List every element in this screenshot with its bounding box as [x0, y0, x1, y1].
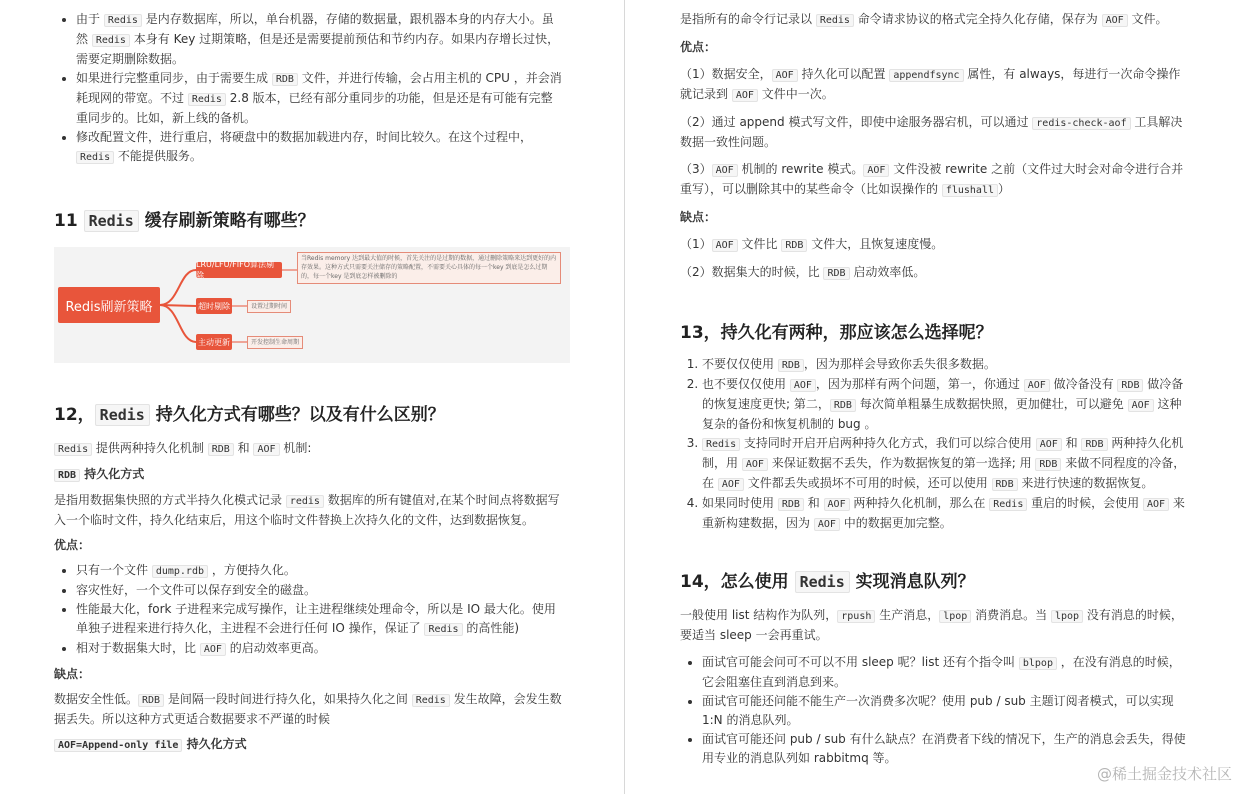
heading-14: 14，怎么使用 Redis 实现消息队列？ [680, 572, 975, 592]
paragraph: 一般使用 list 结构作为队列， rpush 生产消息， lpop 消费消息。当 lpop 没有消息的时候，要适当 sleep 一会再重试。 [680, 608, 1183, 642]
inline-code: Redis [412, 694, 450, 707]
mindmap-node: 超时剔除 [196, 298, 232, 314]
inline-code: AOF=Append-only file [54, 739, 182, 752]
inline-code: RDB [138, 694, 164, 707]
inline-code: Redis [816, 14, 854, 27]
inline-code: AOF [200, 643, 226, 656]
h14-list [680, 653, 1190, 768]
list-item: • 修改配置文件，进行重启，将硬盘中的数据加载进内存，时间比较久。在这个过程中，Redis 不能提供服务。 [76, 128, 564, 167]
paragraph: Redis 提供两种持久化机制 RDB 和 AOF 机制: [54, 439, 564, 459]
rdb-title: RDB 持久化方式 [54, 465, 564, 485]
advantages-label: 优点： [680, 40, 717, 54]
paragraph: 是指所有的命令行记录以 Redis 命令请求协议的格式完全持久化存储，保存为 AOF 文件。 [680, 12, 1168, 26]
inline-code: Redis [989, 498, 1027, 511]
mindmap-note: 开发控制生命周期 [247, 336, 303, 349]
inline-code: appendfsync [889, 69, 963, 82]
inline-code: dump.rdb [152, 565, 208, 578]
inline-code: Redis [95, 404, 150, 426]
inline-code: RDB [1117, 379, 1143, 392]
list-item: • 面试官可能还问能不能生产一次消费多次呢？使用 pub / sub 主题订阅者模式，可以实现 1:N 的消息队列。 [702, 692, 1190, 730]
list-item: • 面试官可能还问 pub / sub 有什么缺点？在消费者下线的情况下，生产的消息会丢失，得使用专业的消息队列如 rabbitmq 等。 [702, 730, 1190, 768]
inline-code: AOF [712, 164, 738, 177]
disadvantages-label: 缺点： [54, 667, 91, 681]
inline-code: RDB [781, 239, 807, 252]
inline-code: AOF [742, 458, 768, 471]
heading-13: 13，持久化有两种，那应该怎么选择呢？ [680, 323, 993, 343]
inline-code: rpush [837, 610, 875, 623]
mindmap-node: 主动更新 [196, 334, 232, 350]
paragraph: （2）数据集大的时候，比 RDB 启动效率低。 [680, 265, 926, 279]
inline-code: RDB [778, 359, 804, 372]
inline-code: Redis [424, 623, 462, 636]
inline-code: Redis [54, 443, 92, 456]
heading-12: 12， Redis 持久化方式有哪些？以及有什么区别？ [54, 405, 445, 425]
list-item: • 相对于数据集大时，比 AOF 的启动效率更高。 [76, 639, 564, 659]
inline-code: flushall [942, 184, 998, 197]
watermark: @稀土掘金技术社区 [1096, 765, 1232, 783]
inline-code: RDB [778, 498, 804, 511]
list-item: • 只有一个文件 dump.rdb ，方便持久化。 [76, 561, 564, 581]
inline-code: Redis [188, 93, 226, 106]
disadvantages-label: 缺点： [680, 210, 717, 224]
list-item: • 面试官可能会问可不可以不用 sleep 呢？list 还有个指令叫 blpop ，在没有消息的时候，它会阻塞住直到消息到来。 [702, 653, 1190, 692]
heading-11: 11 Redis 缓存刷新策略有哪些？ [54, 211, 315, 231]
advantages-label: 优点： [54, 538, 91, 552]
paragraph: （3） AOF 机制的 rewrite 模式。 AOF 文件没被 rewrite 之前（文件过大时会对命令进行合并重写），可以删除其中的某些命令（比如误操作的 flushall ） [680, 162, 1184, 196]
inline-code: blpop [1019, 657, 1057, 670]
inline-code: AOF [814, 518, 840, 531]
inline-code: AOF [718, 478, 744, 491]
inline-code: AOF [732, 89, 758, 102]
inline-code: lpop [1051, 610, 1083, 623]
inline-code: AOF [1143, 498, 1169, 511]
inline-code: RDB [992, 478, 1018, 491]
list-item: • 性能最大化，fork 子进程来完成写操作，让主进程继续处理命令，所以是 IO 最大化。使用单独子进程来进行持久化，主进程不会进行任何 IO 操作，保证了 Redis 的高性能) [76, 600, 564, 639]
inline-code: RDB [272, 73, 298, 86]
rdb-advantages-list [54, 561, 564, 659]
inline-code: RDB [1081, 438, 1107, 451]
list-item: • 由于 Redis 是内存数据库，所以，单台机器，存储的数据量，跟机器本身的内存大小。虽然 Redis 本身有 Key 过期策略，但是还是需要提前预估和节约内存。如果内存增长过快，需要定期删除数据。 [76, 10, 564, 69]
list-item: 1. 不要仅仅使用 RDB ，因为那样会导致你丢失很多数据。 [702, 355, 1190, 375]
aof-title: AOF=Append-only file 持久化方式 [54, 735, 564, 755]
paragraph: 是指用数据集快照的方式半持久化模式记录 redis 数据库的所有键值对,在某个时间点将数据写入一个临时文件，持久化结束后，用这个临时文件替换上次持久化的文件，达到数据恢复。 [54, 493, 560, 527]
inline-code: Redis [76, 151, 114, 164]
mindmap-root: Redis刷新策略 [58, 287, 160, 323]
list-item: • 容灾性好，一个文件可以保存到安全的磁盘。 [76, 581, 564, 600]
mindmap-node: LRU/LFU/FIFO算法剔除 [196, 262, 282, 278]
list-item: 3. Redis 支持同时开启开启两种持久化方式，我们可以综合使用 AOF 和 RDB 两种持久化机制，用 AOF 来保证数据不丢失，作为数据恢复的第一选择; 用 RDB 来做不同程度的冷备，在 AOF 文件都丢失或损坏不可用的时候，还可以使用 RDB 来进行快速的数据恢复。 [702, 434, 1190, 494]
list-item: 2. 也不要仅仅使用 AOF ，因为那样有两个问题，第一，你通过 AOF 做冷备没有 RDB 做冷备的恢复速度更快; 第二， RDB 每次简单粗暴生成数据快照，更加健壮，可以避免 AOF 这种复杂的备份和恢复机制的 bug 。 [702, 375, 1190, 434]
paragraph: （2）通过 append 模式写文件，即使中途服务器宕机，可以通过 redis-check-aof 工具解决数据一致性问题。 [680, 115, 1183, 149]
inline-code: Redis [104, 14, 142, 27]
inline-code: redis [286, 495, 324, 508]
inline-code: Redis [702, 438, 740, 451]
inline-code: RDB [823, 267, 849, 280]
inline-code: AOF [772, 69, 798, 82]
paragraph: 数据安全性低。 RDB 是间隔一段时间进行持久化，如果持久化之间 Redis 发生故障，会发生数据丢失。所以这种方式更适合数据要求不严谨的时候 [54, 692, 562, 726]
inline-code: RDB [830, 399, 856, 412]
inline-code: RDB [54, 469, 80, 482]
inline-code: AOF [863, 164, 889, 177]
mindmap-note: 当Redis memory 达到最大值的时候，首先关注的是过期的数据，通过删除策略来达到更好的内存效果。这种方式只需要关注储存的策略配置，不需要关心具体的每一个key 到底是怎么过期的，每一个key 是到底怎样被删除的 [297, 252, 561, 284]
inline-code: lpop [939, 610, 971, 623]
inline-code: AOF [712, 239, 738, 252]
inline-code: Redis [92, 34, 130, 47]
page-divider [624, 0, 625, 794]
inline-code: redis-check-aof [1032, 117, 1130, 130]
inline-code: RDB [208, 443, 234, 456]
right-page [626, 0, 1240, 794]
inline-code: Redis [795, 571, 850, 593]
intro-list [54, 10, 564, 167]
paragraph: （1）数据安全， AOF 持久化可以配置 appendfsync 属性，有 always，每进行一次命令操作就记录到 AOF 文件中一次。 [680, 67, 1181, 101]
mindmap-figure [54, 247, 570, 363]
h13-list [680, 355, 1190, 534]
inline-code: AOF [1128, 399, 1154, 412]
inline-code: AOF [790, 379, 816, 392]
inline-code: AOF [1036, 438, 1062, 451]
inline-code: AOF [1024, 379, 1050, 392]
inline-code: RDB [1035, 458, 1061, 471]
inline-code: Redis [84, 210, 139, 232]
inline-code: AOF [253, 443, 279, 456]
paragraph: （1） AOF 文件比 RDB 文件大，且恢复速度慢。 [680, 237, 944, 251]
inline-code: AOF [824, 498, 850, 511]
inline-code: AOF [1102, 14, 1128, 27]
list-item: • 如果进行完整重同步，由于需要生成 RDB 文件，并进行传输，会占用主机的 CPU ，并会消耗现网的带宽。不过 Redis 2.8 版本，已经有部分重同步的功能，但是还是有可能有完整重同步的。比如，新上线的备机。 [76, 69, 564, 128]
list-item: 4. 如果同时使用 RDB 和 AOF 两种持久化机制，那么在 Redis 重启的时候，会使用 AOF 来重新构建数据，因为 AOF 中的数据更加完整。 [702, 494, 1190, 534]
mindmap-note: 设置过期时间 [247, 300, 291, 313]
